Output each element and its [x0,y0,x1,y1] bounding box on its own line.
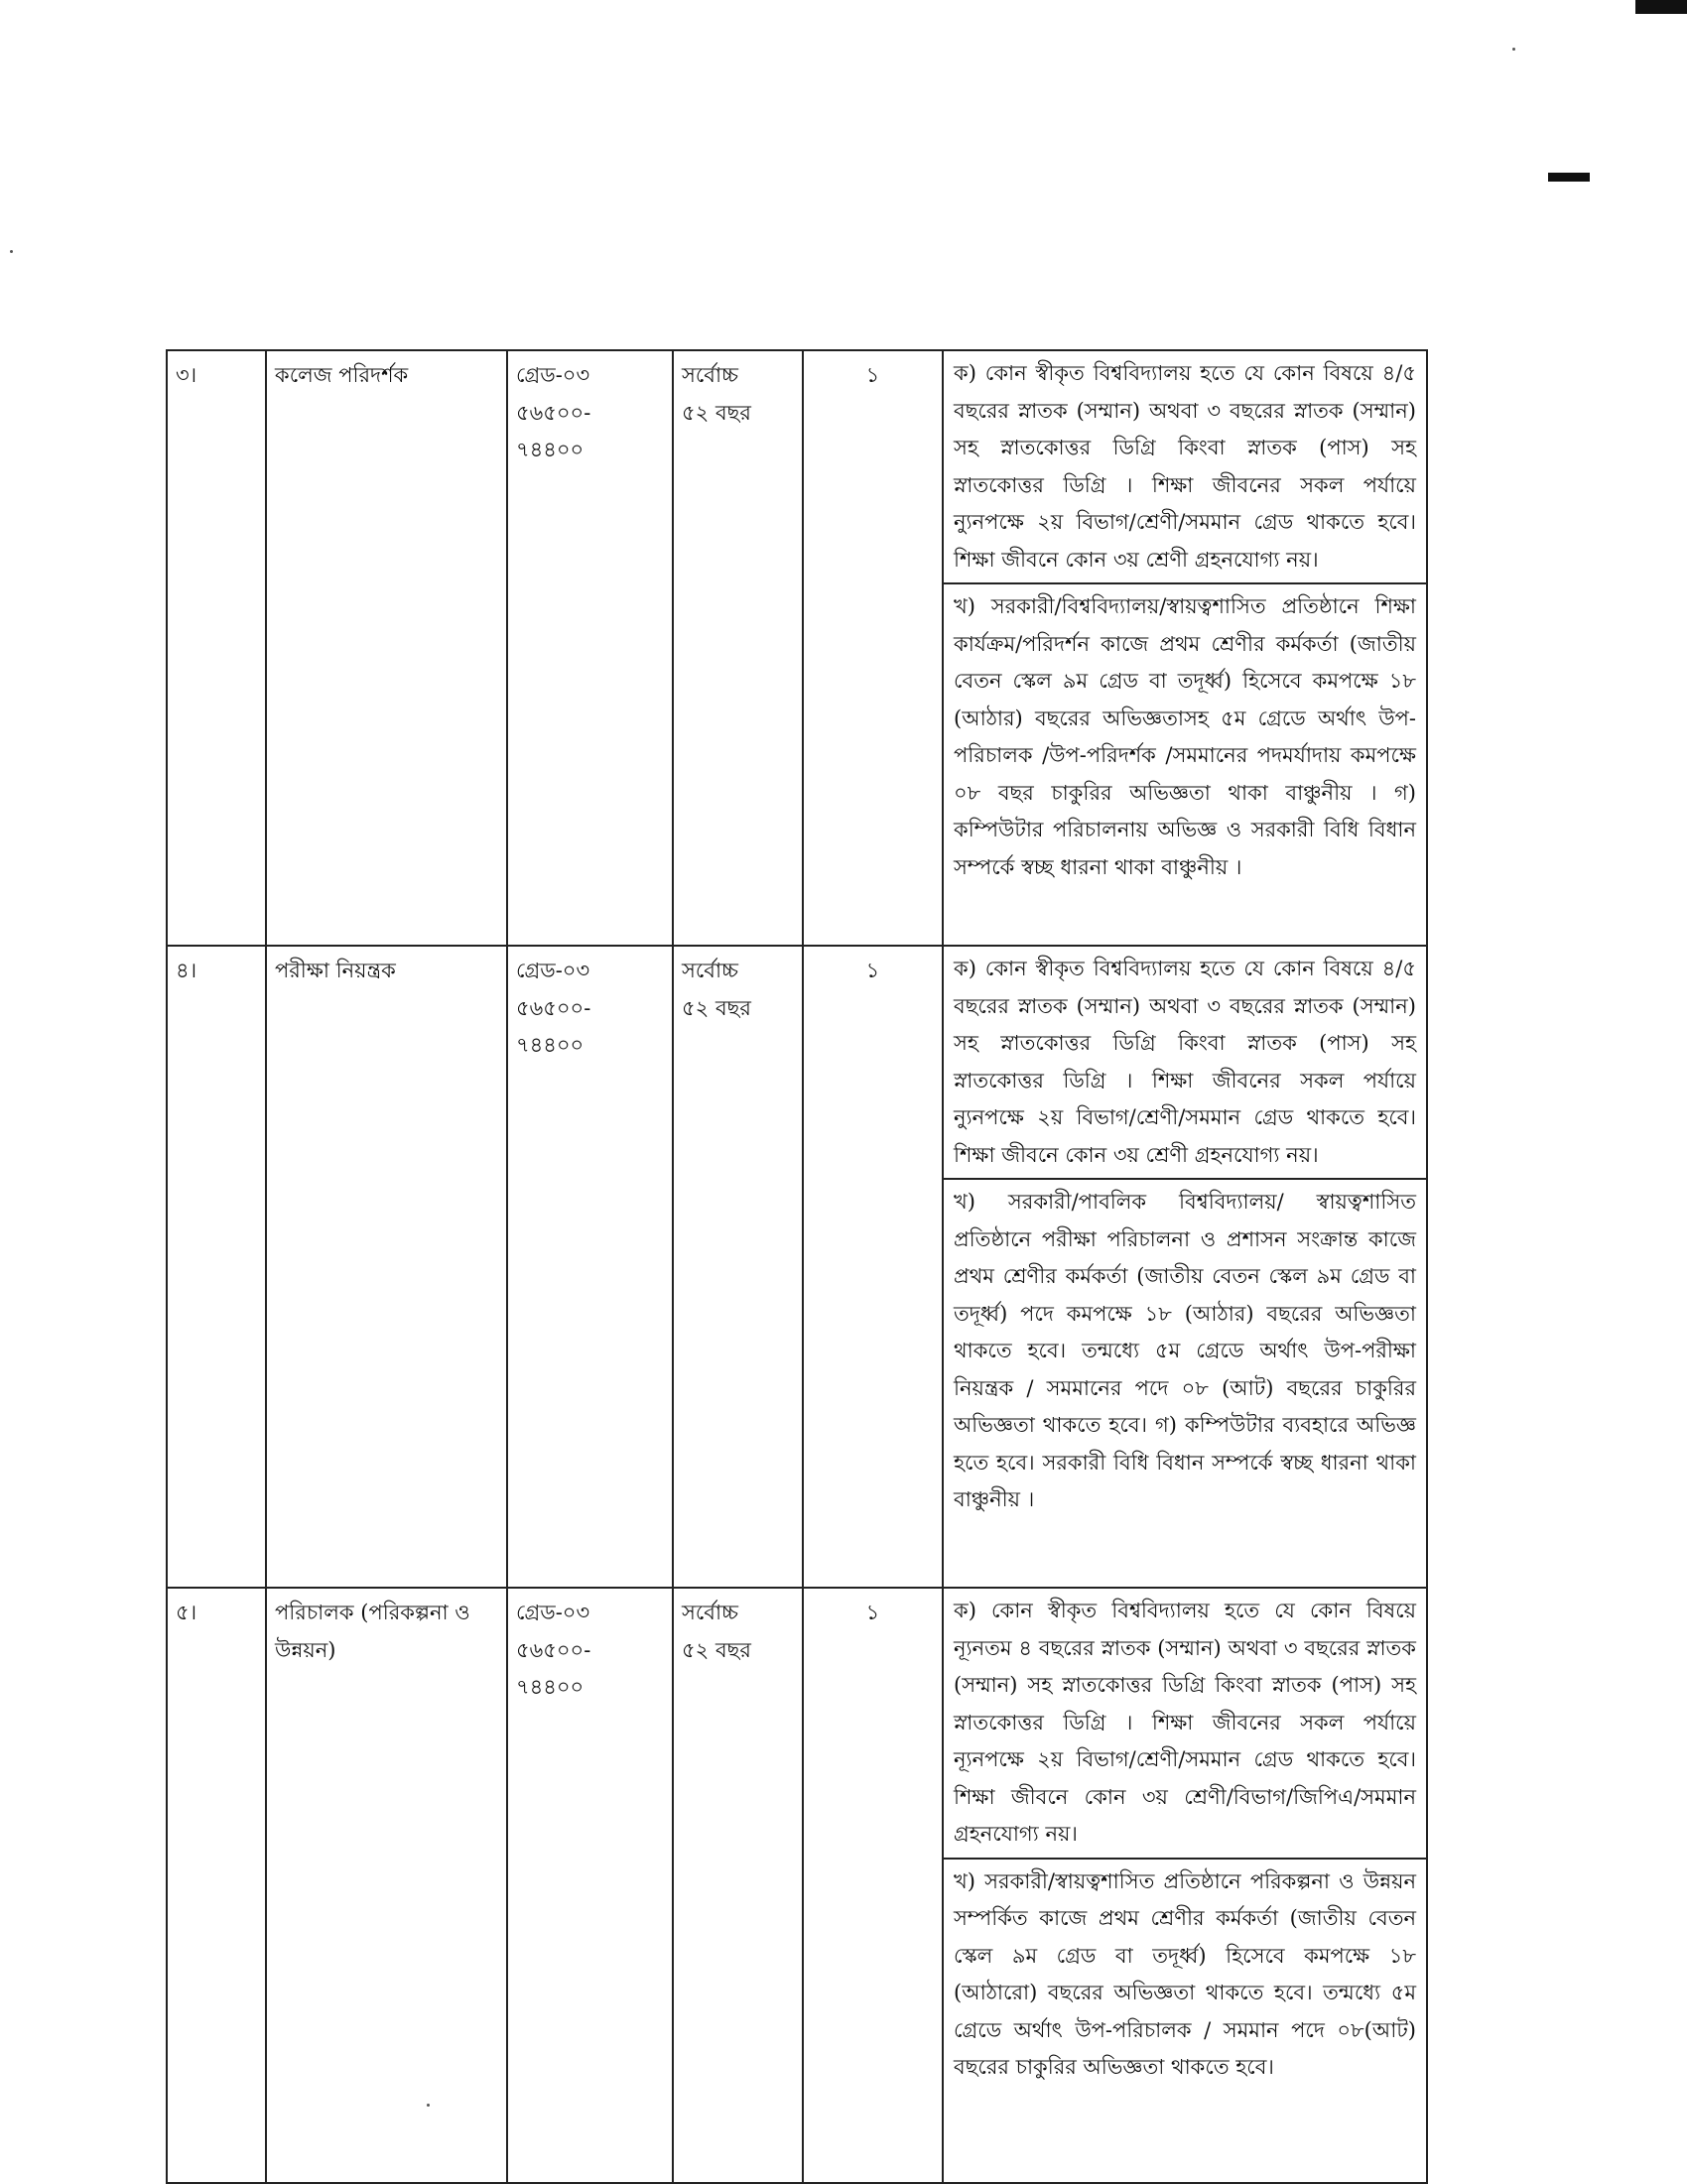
qualification-part: খ) সরকারী/স্বায়ত্বশাসিত প্রতিষ্ঠানে পরিকল্পনা ও উন্নয়ন সম্পর্কিত কাজে প্রথম শ্রেণীর কর্মকর্তা (জাতীয় বেতন স্কেল ৯ম গ্রেড বা তদূর্ধ্ব) হিসেবে কমপক্ষে ১৮ (আঠারো) বছরের অভিজ্ঞতা থাকতে হবে। তন্মধ্যে ৫ম গ্রেডে অর্থাৎ উপ-পরিচালক / সমমান পদে ০৮(আট) বছরের চাকুরির অভিজ্ঞতা থাকতে হবে। [944,1858,1426,2091]
post-name: পরীক্ষা নিয়ন্ত্রক [266,946,507,1588]
post-name: পরিচালক (পরিকল্পনা ও উন্নয়ন) [266,1588,507,2183]
post-count: ১ [803,350,943,946]
scale-end: ৭৪৪০০ [516,1675,584,1699]
post-count: ১ [803,1588,943,2183]
scale-start: ৫৬৫০০- [516,400,591,425]
age-label: সর্বোচ্চ [682,1601,738,1624]
grade-label: গ্রেড-০৩ [516,1601,590,1624]
table-row [167,350,1427,946]
grade-label: গ্রেড-০৩ [516,959,590,982]
qualifications-cell [943,946,1427,1588]
age-limit [673,946,803,1588]
qualifications-cell [943,1588,1427,2183]
scale-start: ৫৬৫০০- [516,995,591,1020]
qualification-part: ক) কোন স্বীকৃত বিশ্ববিদ্যালয় হতে যে কোন বিষয়ে ৪/৫ বছরের স্নাতক (সম্মান) অথবা ৩ বছরের স্নাতক (সম্মান) সহ স্নাতকোত্তর ডিগ্রি কিংবা স্নাতক (পাস) সহ স্নাতকোত্তর ডিগ্রি । শিক্ষা জীবনের সকল পর্যায়ে ন্যুনপক্ষে ২য় বিভাগ/শ্রেণী/সমমান গ্রেড থাকতে হবে। শিক্ষা জীবনে কোন ৩য় শ্রেণী গ্রহনযোগ্য নয়। [954,361,1416,572]
age-label: সর্বোচ্চ [682,959,738,982]
qualification-part: ক) কোন স্বীকৃত বিশ্ববিদ্যালয় হতে যে কোন বিষয়ে ৪/৫ বছরের স্নাতক (সম্মান) অথবা ৩ বছরের স্নাতক (সম্মান) সহ স্নাতকোত্তর ডিগ্রি কিংবা স্নাতক (পাস) সহ স্নাতকোত্তর ডিগ্রি । শিক্ষা জীবনের সকল পর্যায়ে ন্যুনপক্ষে ২য় বিভাগ/শ্রেণী/সমমান গ্রেড থাকতে হবে। শিক্ষা জীবনে কোন ৩য় শ্রেণী গ্রহনযোগ্য নয়। [954,957,1416,1167]
job-requirements-table [166,349,1428,2184]
post-name: কলেজ পরিদর্শক [266,350,507,946]
grade-label: গ্রেড-০৩ [516,363,590,387]
scan-mark-top-right [1635,0,1687,14]
scan-speck [10,250,13,253]
age-limit [673,1588,803,2183]
scale-end: ৭৪৪০০ [516,438,584,461]
age-label: সর্বোচ্চ [682,363,738,387]
scan-speck [1512,48,1515,51]
serial-number: ৫। [167,1588,266,2183]
scale-end: ৭৪৪০০ [516,1033,584,1057]
grade-scale [507,946,673,1588]
serial-number: ৪। [167,946,266,1588]
table-row [167,946,1427,1588]
grade-scale [507,1588,673,2183]
age-value: ৫২ বছর [682,1637,751,1662]
qualification-part: খ) সরকারী/পাবলিক বিশ্ববিদ্যালয়/ স্বায়ত্বশাসিত প্রতিষ্ঠানে পরীক্ষা পরিচালনা ও প্রশাসন সংক্রান্ত কাজে প্রথম শ্রেণীর কর্মকর্তা (জাতীয় বেতন স্কেল ৯ম গ্রেড বা তদূর্ধ্ব) পদে কমপক্ষে ১৮ (আঠার) বছরের অভিজ্ঞতা থাকতে হবে। তন্মধ্যে ৫ম গ্রেডে অর্থাৎ উপ-পরীক্ষা নিয়ন্ত্রক / সমমানের পদে ০৮ (আট) বছরের চাকুরির অভিজ্ঞতা থাকতে হবে। গ) কম্পিউটার ব্যবহারে অভিজ্ঞ হতে হবে। সরকারী বিধি বিধান সম্পর্কে স্বচ্ছ ধারনা থাকা বাঞ্চুনীয় । [944,1178,1426,1523]
scale-start: ৫৬৫০০- [516,1637,591,1662]
post-count: ১ [803,946,943,1588]
age-limit [673,350,803,946]
grade-scale [507,350,673,946]
qualifications-cell [943,350,1427,946]
qualification-part: খ) সরকারী/বিশ্ববিদ্যালয়/স্বায়ত্বশাসিত প্রতিষ্ঠানে শিক্ষা কার্যক্রম/পরিদর্শন কাজে প্রথম শ্রেণীর কর্মকর্তা (জাতীয় বেতন স্কেল ৯ম গ্রেড বা তদূর্ধ্ব) হিসেবে কমপক্ষে ১৮ (আঠার) বছরের অভিজ্ঞতাসহ ৫ম গ্রেডে অর্থাৎ উপ-পরিচালক /উপ-পরিদর্শক /সমমানের পদমর্যাদায় কমপক্ষে ০৮ বছর চাকুরির অভিজ্ঞতা থাকা বাঞ্চুনীয় । গ) কম্পিউটার পরিচালনায় অভিজ্ঞ ও সরকারী বিধি বিধান সম্পর্কে স্বচ্ছ ধারনা থাকা বাঞ্চুনীয় । [944,582,1426,890]
serial-number: ৩। [167,350,266,946]
age-value: ৫২ বছর [682,995,751,1020]
scan-mark-right [1548,173,1590,182]
table-row [167,1588,1427,2183]
qualification-part: ক) কোন স্বীকৃত বিশ্ববিদ্যালয় হতে যে কোন বিষয়ে ন্যূনতম ৪ বছরের স্নাতক (সম্মান) অথবা ৩ বছরের স্নাতক (সম্মান) সহ স্নাতকোত্তর ডিগ্রি কিংবা স্নাতক (পাস) সহ স্নাতকোত্তর ডিগ্রি । শিক্ষা জীবনের সকল পর্যায়ে ন্যূনপক্ষে ২য় বিভাগ/শ্রেণী/সমমান গ্রেড থাকতে হবে। শিক্ষা জীবনে কোন ৩য় শ্রেণী/বিভাগ/জিপিএ/সমমান গ্রহনযোগ্য নয়। [954,1599,1416,1846]
age-value: ৫২ বছর [682,400,751,425]
